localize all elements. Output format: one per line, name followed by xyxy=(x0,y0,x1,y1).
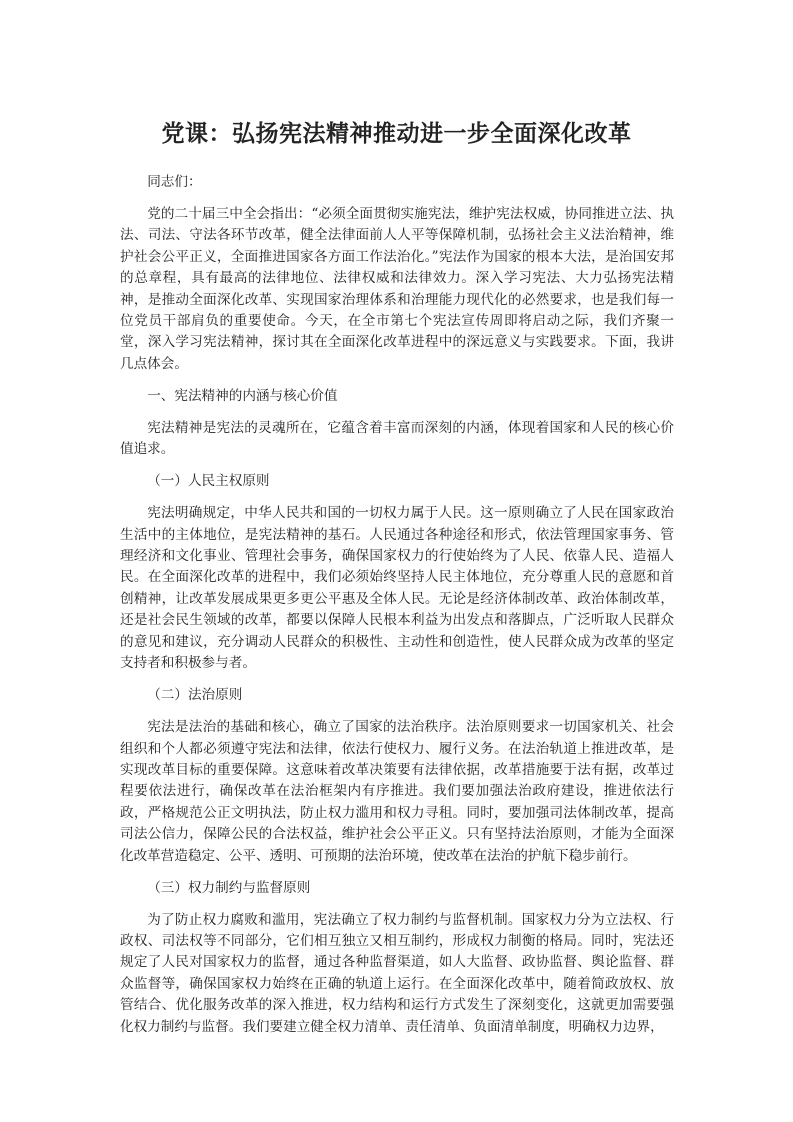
document-title: 党课：弘扬宪法精神推动进一步全面深化改革 xyxy=(161,120,632,147)
subsection-2-paragraph: 宪法是法治的基础和核心，确立了国家的法治秩序。法治原则要求一切国家机关、社会组织和个人都必须遵守宪法和法律，依法行使权力、履行义务。在法治轨道上推进改革，是实现改革目标的重要保障。这意味着改革决策要有法律依据，改革措施要于法有据，改革过程要依法进行，确保改革在法治框架内有序推进。我们要加强法治政府建设，推进依法行政，严格规范公正文明执法，防止权力滥用和权力寻租。同时，要加强司法体制改革，提高司法公信力，保障公民的合法权益，维护社会公平正义。只有坚持法治原则，才能为全面深化改革营造稳定、公平、透明、可预期的法治环境，使改革在法治的护航下稳步前行。 xyxy=(120,719,674,864)
subsection-1-heading: （一）人民主权原则 xyxy=(147,473,270,490)
subsection-2-heading: （二）法治原则 xyxy=(147,687,243,704)
subsection-1-paragraph: 宪法明确规定，中华人民共和国的一切权力属于人民。这一原则确立了人民在国家政治生活中的主体地位，是宪法精神的基石。人民通过各种途径和形式，依法管理国家事务、管理经济和文化事业、管理社会事务，确保国家权力的行使始终为了人民、依靠人民、造福人民。在全面深化改革的进程中，我们必须始终坚持人民主体地位，充分尊重人民的意愿和首创精神，让改革发展成果更多更公平惠及全体人民。无论是经济体制改革、政治体制改革，还是社会民生领域的改革，都要以保障人民根本利益为出发点和落脚点，广泛听取人民群众的意见和建议，充分调动人民群众的积极性、主动性和创造性，使人民群众成为改革的坚定支持者和积极参与者。 xyxy=(120,505,674,672)
subsection-3-paragraph: 为了防止权力腐败和滥用，宪法确立了权力制约与监督机制。国家权力分为立法权、行政权、司法权等不同部分，它们相互独立又相互制约，形成权力制衡的格局。同时，宪法还规定了人民对国家权力的监督，通过各种监督渠道，如人大监督、政协监督、舆论监督、群众监督等，确保国家权力始终在正确的轨道上运行。在全面深化改革中，随着简政放权、放管结合、优化服务改革的深入推进，权力结构和运行方式发生了深刻变化，这就更加需要强化权力制约与监督。我们要建立健全权力清单、责任清单、负面清单制度，明确权力边界， xyxy=(120,911,674,1035)
subsection-3-heading: （三）权力制约与监督原则 xyxy=(147,879,311,896)
intro-paragraph: 党的二十届三中全会指出：“必须全面贯彻实施宪法，维护宪法权威，协同推进立法、执法、司法、守法各环节改革，健全法律面前人人平等保障机制，弘扬社会主义法治精神，维护社会公平正义，全面推进国家各方面工作法治化。”宪法作为国家的根本大法，是治国安邦的总章程，具有最高的法律地位、法律权威和法律效力。深入学习宪法、大力弘扬宪法精神，是推动全面深化改革、实现国家治理体系和治理能力现代化的必然要求，也是我们每一位党员干部肩负的重要使命。今天，在全市第七个宪法宣传周即将启动之际，我们齐聚一堂，深入学习宪法精神，探讨其在全面深化改革进程中的深远意义与实践要求。下面，我讲几点体会。 xyxy=(120,206,674,372)
section-1-paragraph: 宪法精神是宪法的灵魂所在，它蕴含着丰富而深刻的内涵，体现着国家和人民的核心价值追求。 xyxy=(120,419,674,458)
section-1-heading: 一、宪法精神的内涵与核心价值 xyxy=(147,387,338,404)
salutation: 同志们： xyxy=(147,174,202,190)
document-body xyxy=(120,172,674,1038)
